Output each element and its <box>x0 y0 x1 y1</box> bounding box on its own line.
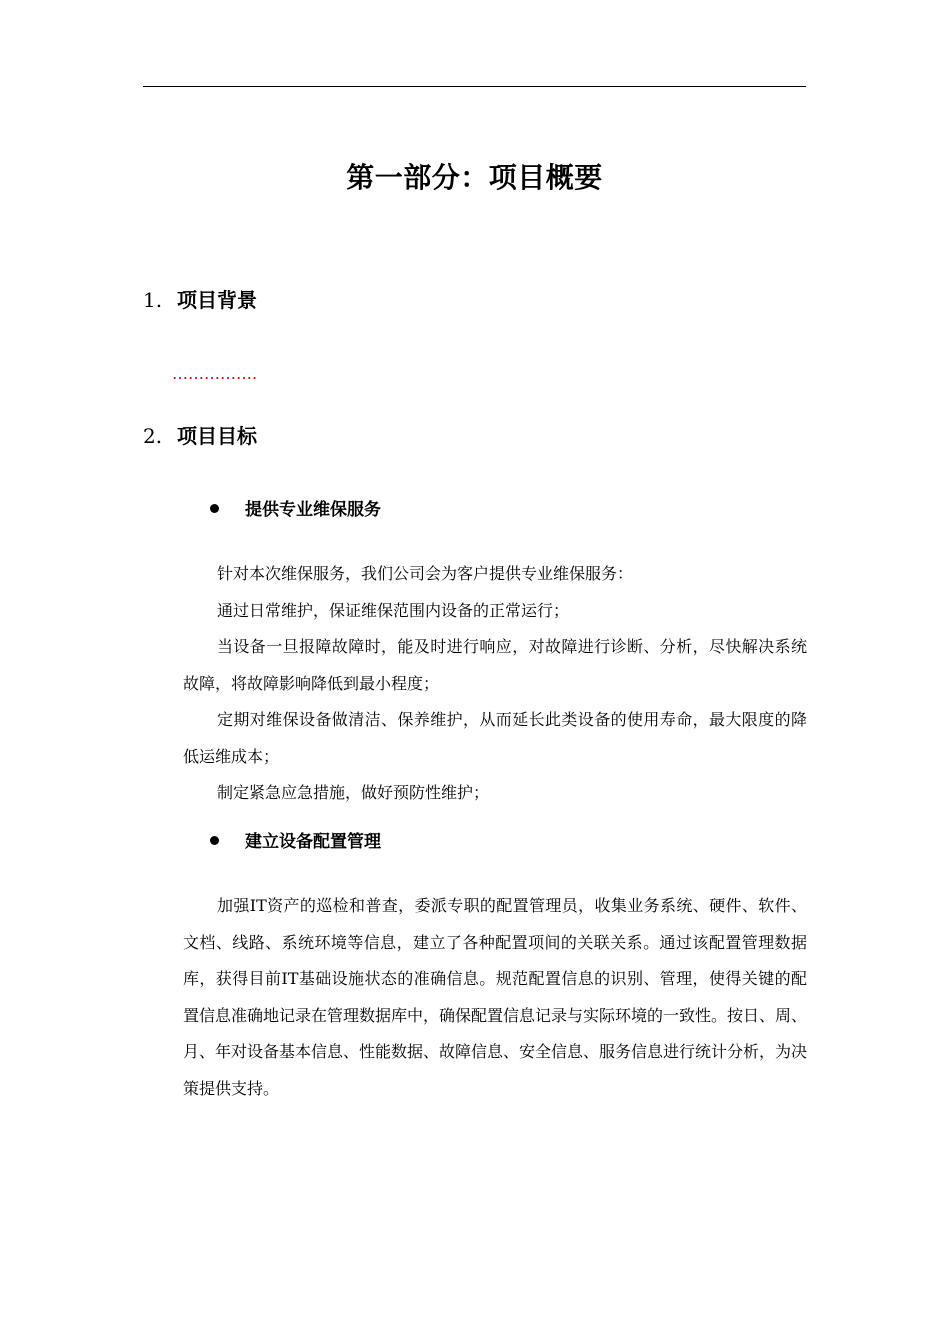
section-number: 2. <box>143 424 163 448</box>
section-title: 项目目标 <box>177 424 257 448</box>
section-number: 1. <box>143 288 163 312</box>
paragraph: 制定紧急应急措施，做好预防性维护； <box>217 783 490 802</box>
bullet-icon <box>210 504 219 513</box>
part-title: 第一部分：项目概要 <box>346 161 603 194</box>
placeholder-ellipsis: ……………. <box>172 364 258 383</box>
subsection-title: 提供专业维保服务 <box>245 500 381 520</box>
paragraph: 定期对维保设备做清洁、保养维护，从而延长此类设备的使用寿命，最大限度的降低运维成本； <box>183 710 807 766</box>
paragraph: 针对本次维保服务，我们公司会为客户提供专业维保服务： <box>217 564 634 583</box>
section-heading-background <box>143 285 257 315</box>
section-heading-goals <box>143 421 257 451</box>
section-title: 项目背景 <box>177 288 257 312</box>
paragraph: 加强IT资产的巡检和普查，委派专职的配置管理员，收集业务系统、硬件、软件、文档、线路、系统环境等信息，建立了各种配置项间的关联关系。通过该配置管理数据库，获得目前IT基础设施状态的准确信息。规范配置信息的识别、管理，使得关键的配置信息准确地记录在管理数据库中，确保配置信息记录与实际环境的一致性。按日、周、月、年对设备基本信息、性能数据、故障信息、安全信息、服务信息进行统计分析，为决策提供支持。 <box>183 896 808 1098</box>
paragraph: 通过日常维护，保证维保范围内设备的正常运行； <box>217 600 570 620</box>
subsection-title: 建立设备配置管理 <box>245 832 381 852</box>
paragraph: 当设备一旦报障故障时，能及时进行响应，对故障进行诊断、分析，尽快解决系统故障，将故障影响降低到最小程度； <box>183 637 807 693</box>
paragraph-group-maintenance-service <box>183 556 807 812</box>
header-rule <box>143 86 806 87</box>
paragraph-group-config-management <box>183 888 807 1107</box>
subsection-heading-config-management <box>210 828 381 856</box>
subsection-heading-maintenance-service <box>210 496 381 524</box>
bullet-icon <box>210 836 219 845</box>
